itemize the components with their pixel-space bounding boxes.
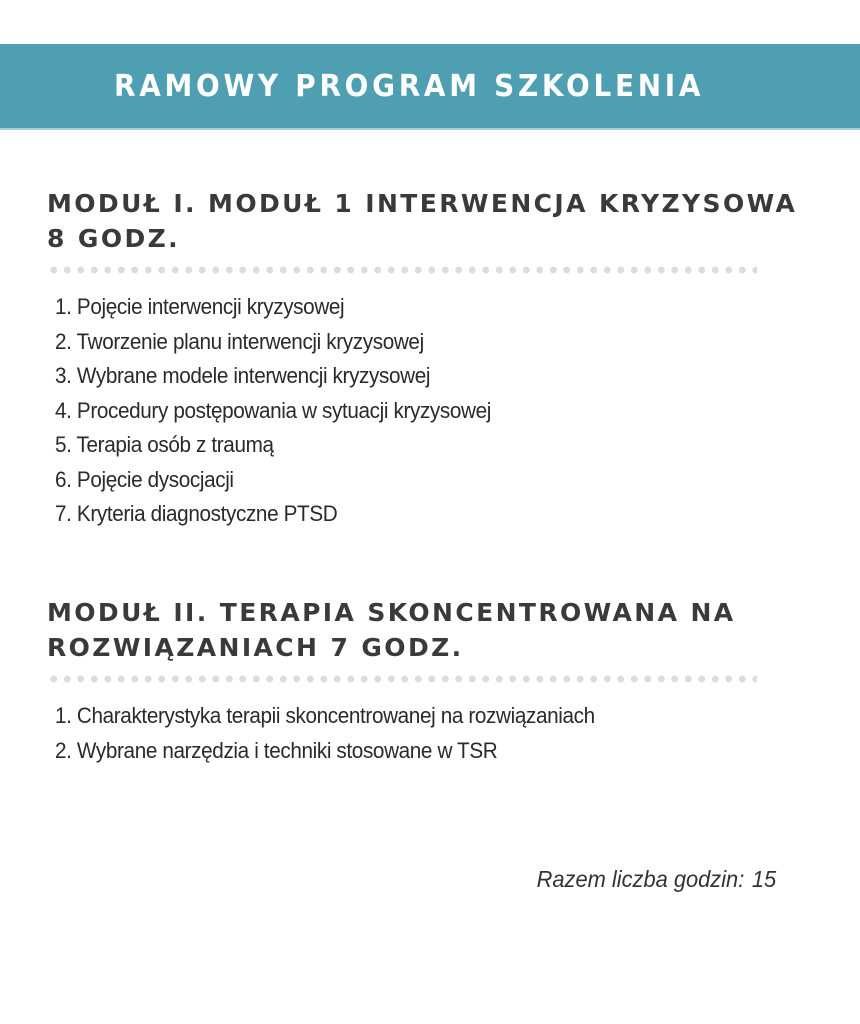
topic-item: 5. Terapia osób z traumą (55, 432, 274, 457)
header-banner (0, 44, 860, 130)
module-1-title: MODUŁ I. MODUŁ 1 INTERWENCJA KRYZYSOWA 8 GODZ. (47, 189, 798, 253)
page-title: RAMOWY PROGRAM SZKOLENIA (114, 68, 705, 104)
module-2-title: MODUŁ II. TERAPIA SKONCENTROWANA NA ROZWIĄZANIACH 7 GODZ. (47, 598, 736, 662)
module-1-topic-list (55, 290, 827, 532)
topic-item: 1. Charakterystyka terapii skoncentrowanej na rozwiązaniach (55, 703, 595, 728)
module-1-section (47, 186, 827, 532)
topic-item: 2. Wybrane narzędzia i techniki stosowane w TSR (55, 737, 498, 763)
dotted-divider (47, 266, 757, 274)
module-2-topic-list (55, 699, 827, 768)
topic-item: 2. Tworzenie planu interwencji kryzysowej (55, 328, 424, 354)
topic-item: 3. Wybrane modele interwencji kryzysowej (55, 363, 431, 388)
topic-item: 4. Procedury postępowania w sytuacji kryzysowej (55, 397, 492, 423)
total-hours-value: 15 (751, 866, 776, 892)
topic-item: 7. Kryteria diagnostyczne PTSD (55, 501, 338, 526)
module-2-section (47, 595, 827, 768)
total-hours (536, 866, 776, 893)
topic-item: 6. Pojęcie dysocjacji (55, 466, 234, 492)
dotted-divider (47, 675, 757, 683)
total-hours-label: Razem liczba godzin: (536, 866, 745, 892)
topic-item: 1. Pojęcie interwencji kryzysowej (55, 294, 345, 319)
